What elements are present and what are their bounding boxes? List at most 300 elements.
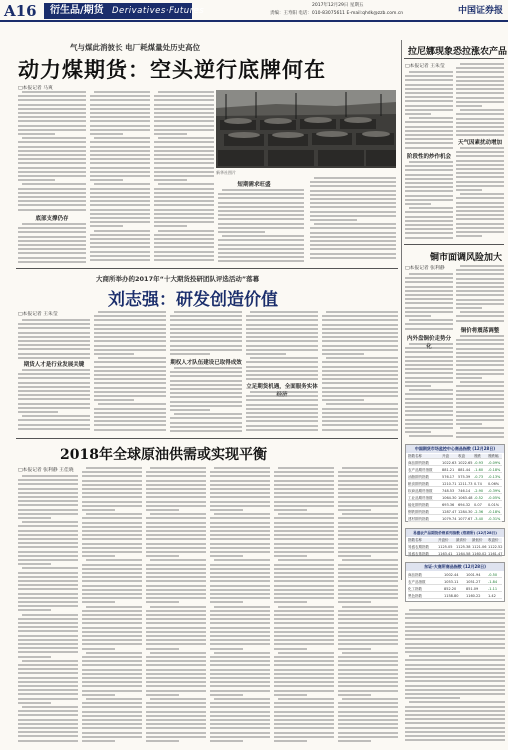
- text-line: [274, 580, 334, 582]
- right-top-byline: □本报记者 王朱莹: [405, 64, 445, 69]
- text-line: [82, 601, 115, 603]
- text-line: [170, 401, 242, 403]
- text-line: [218, 218, 304, 220]
- text-line: [22, 183, 86, 185]
- mid-subhead-1: 期货人才是行业发展关键: [23, 362, 85, 368]
- text-line: [338, 631, 398, 633]
- text-line: [210, 589, 270, 591]
- text-line: [170, 332, 242, 334]
- text-line: [154, 259, 214, 261]
- text-line: [146, 702, 206, 704]
- text-line: [210, 677, 270, 679]
- text-line: [338, 664, 398, 666]
- text-line: [310, 253, 396, 255]
- text-line: [90, 238, 150, 240]
- table-cell: -2.90: [474, 489, 484, 493]
- mid-body-col4b: [246, 390, 318, 432]
- text-line: [18, 597, 78, 599]
- table-cell: 农产品指数: [408, 580, 426, 584]
- right-mid-byline: □本报记者 张利静: [405, 266, 445, 271]
- text-line: [18, 257, 86, 259]
- text-line: [18, 698, 78, 700]
- text-line: [405, 79, 453, 81]
- text-line: [18, 588, 78, 590]
- text-line: [90, 192, 150, 194]
- table-cell: 748.53: [442, 489, 455, 493]
- text-line: [456, 290, 504, 292]
- text-line: [338, 555, 371, 557]
- text-line: [154, 171, 214, 173]
- text-line: [94, 349, 166, 351]
- text-line: [94, 345, 166, 347]
- text-line: [94, 420, 166, 422]
- text-line: [310, 215, 396, 217]
- text-line: [456, 286, 504, 288]
- table-cell: -0.09%: [488, 461, 501, 465]
- text-line: [210, 576, 270, 578]
- text-line: [338, 648, 371, 650]
- text-line: [150, 513, 206, 515]
- text-line: [456, 282, 504, 284]
- text-line: [18, 133, 55, 135]
- text-line: [154, 188, 214, 190]
- table-cell: 1160.02: [472, 552, 487, 556]
- table-row: [408, 517, 502, 522]
- text-line: [18, 668, 78, 670]
- text-line: [90, 162, 150, 164]
- text-line: [274, 643, 334, 645]
- table-cell: 575.39: [458, 475, 471, 479]
- text-line: [154, 162, 214, 164]
- text-line: [322, 412, 398, 414]
- text-line: [456, 339, 504, 341]
- text-line: [82, 690, 142, 692]
- text-line: [409, 609, 505, 611]
- text-line: [456, 202, 504, 204]
- table-cell: 1287.47: [442, 510, 457, 514]
- text-line: [150, 606, 206, 608]
- text-line: [22, 223, 86, 225]
- text-line: [82, 702, 142, 704]
- text-line: [154, 154, 214, 156]
- text-line: [456, 348, 504, 350]
- text-line: [154, 242, 214, 244]
- text-line: [456, 377, 482, 379]
- text-line: [18, 252, 86, 254]
- text-line: [338, 715, 398, 717]
- table-cell: 1002.44: [444, 573, 459, 577]
- text-line: [246, 425, 318, 427]
- text-line: [210, 538, 270, 540]
- text-line: [218, 248, 304, 250]
- text-line: [146, 627, 206, 629]
- text-line: [278, 606, 334, 608]
- text-line: [18, 146, 86, 148]
- text-line: [170, 417, 242, 419]
- table-cell: 1001.94: [466, 573, 481, 577]
- text-line: [154, 104, 214, 106]
- text-line: [405, 419, 453, 421]
- text-line: [18, 492, 78, 494]
- text-line: [90, 158, 150, 160]
- table-cell: 881.44: [458, 468, 471, 472]
- text-line: [405, 281, 453, 283]
- text-line: [18, 244, 86, 246]
- text-line: [18, 551, 78, 553]
- section-title-cn: 衍生品/期货: [50, 5, 104, 16]
- text-line: [338, 610, 398, 612]
- lead-body-col3: [154, 90, 214, 262]
- text-line: [274, 547, 334, 549]
- text-line: [94, 395, 166, 397]
- text-line: [18, 353, 90, 355]
- text-line: [146, 505, 206, 507]
- text-line: [94, 374, 166, 376]
- text-line: [210, 580, 270, 582]
- text-line: [246, 366, 318, 368]
- table-cell: 746.14: [458, 489, 471, 493]
- text-line: [210, 488, 270, 490]
- table-cell: -3.40: [474, 517, 484, 521]
- text-line: [405, 121, 453, 123]
- text-line: [338, 547, 398, 549]
- mid-body-col5: [322, 310, 398, 432]
- text-line: [274, 660, 334, 662]
- text-line: [170, 405, 242, 407]
- text-line: [338, 496, 398, 498]
- text-line: [146, 547, 206, 549]
- text-line: [456, 113, 504, 115]
- text-line: [218, 223, 304, 225]
- text-line: [405, 676, 505, 678]
- text-line: [322, 319, 398, 321]
- text-line: [456, 423, 482, 425]
- text-line: [210, 496, 270, 498]
- text-line: [274, 664, 334, 666]
- text-line: [456, 218, 504, 220]
- text-line: [310, 219, 357, 221]
- text-line: [338, 690, 398, 692]
- text-line: [22, 706, 78, 708]
- text-line: [22, 567, 78, 569]
- table-cell: 1210.71: [442, 482, 457, 486]
- text-line: [86, 559, 142, 561]
- text-line: [314, 223, 396, 225]
- text-line: [18, 332, 90, 334]
- table-cell: 化工指数: [408, 587, 422, 591]
- text-line: [338, 480, 398, 482]
- text-line: [22, 475, 78, 477]
- table-row: [408, 482, 502, 487]
- text-line: [405, 693, 505, 695]
- text-line: [18, 129, 86, 131]
- text-line: [310, 198, 396, 200]
- text-line: [18, 411, 58, 413]
- mid-body-col3b: [170, 366, 242, 432]
- text-line: [146, 669, 206, 671]
- text-line: [210, 492, 270, 494]
- text-line: [405, 138, 453, 140]
- text-line: [210, 622, 270, 624]
- text-line: [146, 471, 206, 473]
- text-line: [222, 235, 304, 237]
- text-line: [82, 635, 142, 637]
- text-line: [218, 252, 304, 254]
- text-line: [154, 112, 214, 114]
- text-line: [274, 694, 307, 696]
- text-line: [322, 374, 398, 376]
- text-line: [18, 542, 78, 544]
- bottom-headline: 2018年全球原油供需或实现平衡: [60, 447, 267, 463]
- text-line: [405, 130, 453, 132]
- text-line: [338, 522, 398, 524]
- text-line: [154, 95, 214, 97]
- text-line: [409, 701, 505, 703]
- text-line: [18, 373, 90, 375]
- text-line: [150, 652, 206, 654]
- text-line: [82, 517, 142, 519]
- text-line: [338, 509, 371, 511]
- text-line: [146, 601, 179, 603]
- text-line: [405, 165, 453, 167]
- text-line: [18, 95, 86, 97]
- th: 最高价: [456, 538, 467, 542]
- text-line: [338, 517, 398, 519]
- text-line: [274, 736, 334, 738]
- lead-subhead-1: 底部支撑仍存: [35, 216, 69, 222]
- text-line: [94, 332, 166, 334]
- text-line: [405, 735, 505, 737]
- text-line: [146, 719, 206, 721]
- table-cell: 易盛农基指数: [408, 552, 429, 556]
- text-line: [338, 643, 398, 645]
- text-line: [456, 168, 504, 170]
- table-cell: 852.20: [444, 587, 457, 591]
- text-line: [82, 471, 142, 473]
- text-line: [405, 220, 453, 222]
- text-line: [170, 349, 242, 351]
- text-line: [210, 475, 270, 477]
- text-line: [82, 610, 142, 612]
- table-cell: -0.18%: [488, 510, 501, 514]
- text-line: [82, 627, 142, 629]
- text-line: [405, 195, 453, 197]
- text-line: [405, 216, 453, 218]
- text-line: [405, 174, 453, 176]
- table-cell: 881.21: [442, 468, 455, 472]
- text-line: [18, 344, 90, 346]
- text-line: [405, 356, 453, 358]
- lead-body-col2: [90, 90, 150, 262]
- text-line: [90, 209, 150, 211]
- text-line: [405, 722, 505, 724]
- text-line: [18, 710, 78, 712]
- text-line: [210, 471, 270, 473]
- text-line: [146, 572, 206, 574]
- text-line: [210, 740, 243, 742]
- text-line: [274, 572, 334, 574]
- text-line: [405, 634, 505, 636]
- text-line: [278, 559, 334, 561]
- text-line: [338, 585, 398, 587]
- text-line: [18, 681, 78, 683]
- text-line: [18, 546, 78, 548]
- text-line: [18, 509, 78, 511]
- text-line: [154, 255, 214, 257]
- text-line: [82, 496, 142, 498]
- text-line: [146, 610, 206, 612]
- text-line: [456, 398, 504, 400]
- text-line: [82, 677, 142, 679]
- editor-contact: 责编：王寿阳 电话：010-83075611 E-mail:qhdk@zzb.com.cn: [270, 11, 404, 16]
- text-line: [86, 606, 142, 608]
- text-line: [274, 526, 334, 528]
- text-line: [146, 614, 206, 616]
- text-line: [82, 547, 142, 549]
- text-line: [98, 403, 166, 405]
- table-cell: -0.93: [474, 461, 484, 465]
- text-line: [18, 483, 78, 485]
- text-line: [274, 597, 334, 599]
- text-line: [82, 576, 142, 578]
- text-line: [210, 480, 270, 482]
- text-line: [170, 340, 242, 342]
- text-line: [18, 656, 51, 658]
- text-line: [218, 197, 304, 199]
- text-line: [90, 217, 150, 219]
- text-line: [94, 412, 166, 414]
- text-line: [310, 181, 396, 183]
- table-cell: 1064.30: [442, 496, 457, 500]
- text-line: [342, 652, 398, 654]
- text-line: [170, 345, 242, 347]
- text-line: [274, 711, 334, 713]
- text-line: [338, 576, 398, 578]
- text-line: [18, 240, 86, 242]
- text-line: [322, 395, 398, 397]
- text-line: [90, 129, 150, 131]
- text-line: [18, 167, 86, 169]
- text-line: [405, 680, 505, 682]
- text-line: [170, 375, 242, 377]
- text-line: [246, 412, 318, 414]
- text-line: [274, 593, 334, 595]
- text-line: [18, 120, 86, 122]
- text-line: [405, 385, 431, 387]
- text-line: [18, 340, 90, 342]
- table-cell: 1022.63: [442, 461, 457, 465]
- table-cell: 建材期货指数: [408, 517, 429, 521]
- text-line: [456, 160, 504, 162]
- table-header-row: [408, 538, 502, 543]
- text-line: [90, 200, 150, 202]
- text-line: [154, 108, 214, 110]
- text-line: [82, 593, 142, 595]
- text-line: [405, 706, 505, 708]
- text-line: [405, 199, 453, 201]
- text-line: [22, 660, 78, 662]
- text-line: [90, 116, 150, 118]
- text-line: [405, 643, 505, 645]
- text-line: [94, 408, 166, 410]
- text-line: [456, 97, 504, 99]
- text-line: [405, 613, 505, 615]
- text-line: [210, 690, 270, 692]
- text-line: [214, 467, 270, 469]
- text-line: [82, 631, 142, 633]
- text-line: [82, 534, 142, 536]
- text-line: [246, 332, 318, 334]
- text-line: [405, 406, 453, 408]
- text-line: [322, 366, 398, 368]
- text-line: [170, 430, 242, 432]
- mid-body-col1: [18, 318, 90, 358]
- text-line: [82, 669, 142, 671]
- text-line: [82, 622, 142, 624]
- text-line: [210, 723, 270, 725]
- text-line: [338, 564, 398, 566]
- text-line: [246, 340, 318, 342]
- text-line: [274, 492, 334, 494]
- text-line: [409, 117, 453, 119]
- text-line: [18, 398, 90, 400]
- table-row: [408, 461, 502, 466]
- text-line: [154, 133, 187, 135]
- table-header-row: [408, 454, 502, 459]
- text-line: [210, 673, 270, 675]
- text-line: [322, 340, 398, 342]
- right-mid-subhead-2: 铜价将震荡调整: [460, 328, 500, 334]
- text-line: [405, 92, 453, 94]
- text-line: [18, 723, 78, 725]
- text-line: [460, 311, 504, 313]
- text-line: [274, 732, 334, 734]
- text-line: [210, 711, 270, 713]
- text-line: [146, 681, 206, 683]
- text-line: [274, 471, 334, 473]
- text-line: [170, 422, 242, 424]
- text-line: [18, 248, 86, 250]
- text-line: [460, 381, 504, 383]
- text-line: [82, 711, 142, 713]
- table-cell: 1160.22: [466, 594, 481, 598]
- text-line: [274, 517, 334, 519]
- text-line: [456, 105, 482, 107]
- text-line: [405, 718, 505, 720]
- text-line: [218, 202, 304, 204]
- text-line: [18, 390, 90, 392]
- text-line: [456, 369, 504, 371]
- table-cell: 1121.06: [472, 545, 487, 549]
- text-line: [90, 242, 150, 244]
- text-line: [94, 416, 166, 418]
- text-line: [278, 513, 334, 515]
- text-line: [94, 319, 166, 321]
- text-line: [456, 92, 504, 94]
- text-line: [456, 373, 504, 375]
- text-line: [94, 230, 150, 232]
- text-line: [18, 323, 90, 325]
- text-line: [274, 627, 334, 629]
- mid-subhead-2: 期权人才队伍建设已取得成效: [170, 360, 242, 366]
- text-line: [18, 200, 86, 202]
- text-line: [82, 526, 142, 528]
- text-line: [154, 213, 214, 215]
- text-line: [18, 534, 78, 536]
- text-line: [246, 378, 318, 380]
- right-mid-body-col1b: [405, 342, 453, 438]
- text-line: [405, 626, 505, 628]
